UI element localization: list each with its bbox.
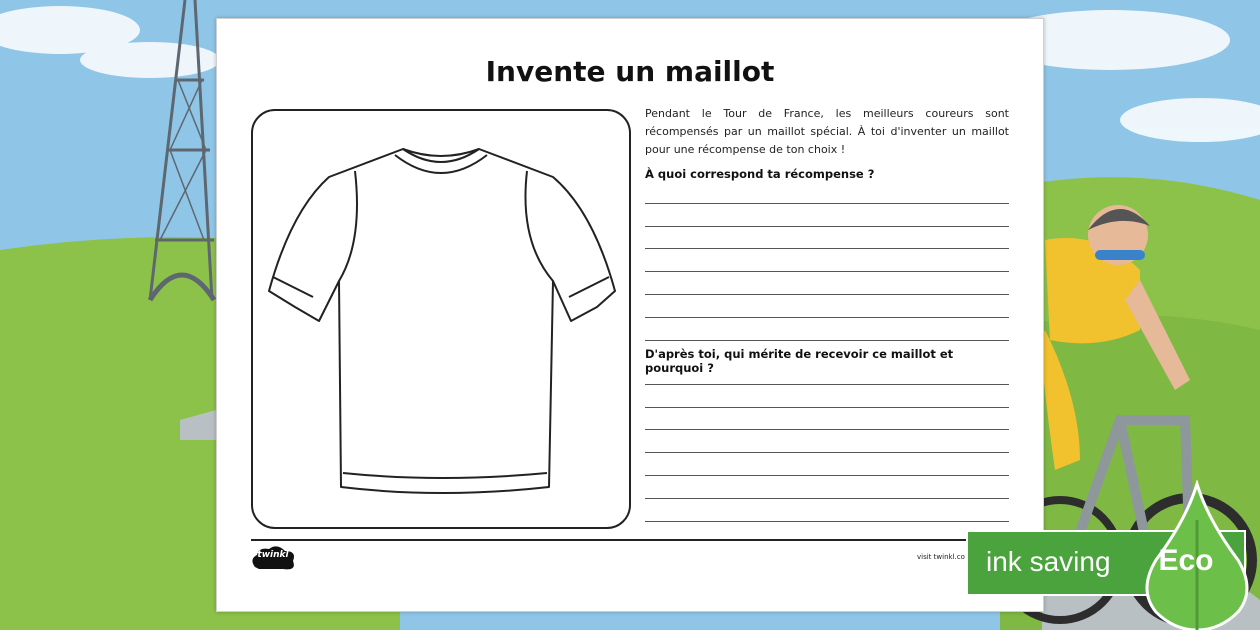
answer-line[interactable] (645, 476, 1009, 499)
answer-line[interactable] (645, 272, 1009, 295)
t-shirt-outline-icon (253, 111, 629, 527)
ink-saving-label: ink saving (986, 546, 1111, 577)
question-2: D'après toi, qui mérite de recevoir ce maillot et pourquoi ? (645, 347, 954, 375)
answer-line[interactable] (645, 453, 1009, 476)
answer-line[interactable] (645, 430, 1009, 453)
answer-line[interactable] (645, 385, 1009, 408)
brand-logo (249, 545, 297, 573)
answer-line[interactable] (645, 249, 1009, 272)
brand-logo-text: twinkl (257, 550, 289, 560)
answer-lines-1[interactable] (645, 181, 1009, 341)
answer-line[interactable] (645, 318, 1009, 341)
answer-line[interactable] (645, 295, 1009, 318)
question-1: À quoi correspond ta récompense ? (645, 167, 875, 181)
t-shirt-drawing-area[interactable] (251, 109, 631, 529)
worksheet-title: Invente un maillot (485, 55, 775, 88)
footer-url: visit twinkl.co (917, 553, 965, 561)
answer-line[interactable] (645, 408, 1009, 431)
worksheet-page (216, 18, 1044, 612)
answer-line[interactable] (645, 227, 1009, 250)
answer-line[interactable] (645, 499, 1009, 522)
footer-divider (251, 539, 1011, 541)
eco-word: Eco (1158, 544, 1214, 577)
answer-line[interactable] (645, 362, 1009, 385)
answer-line[interactable] (645, 204, 1009, 227)
intro-paragraph: Pendant le Tour de France, les meilleurs coureurs sont récompensés par un maillot spécial. À toi d'inventer un maillot pour une récompense de ton choix ! (645, 107, 1009, 156)
answer-line[interactable] (645, 181, 1009, 204)
answer-lines-2[interactable] (645, 362, 1009, 522)
